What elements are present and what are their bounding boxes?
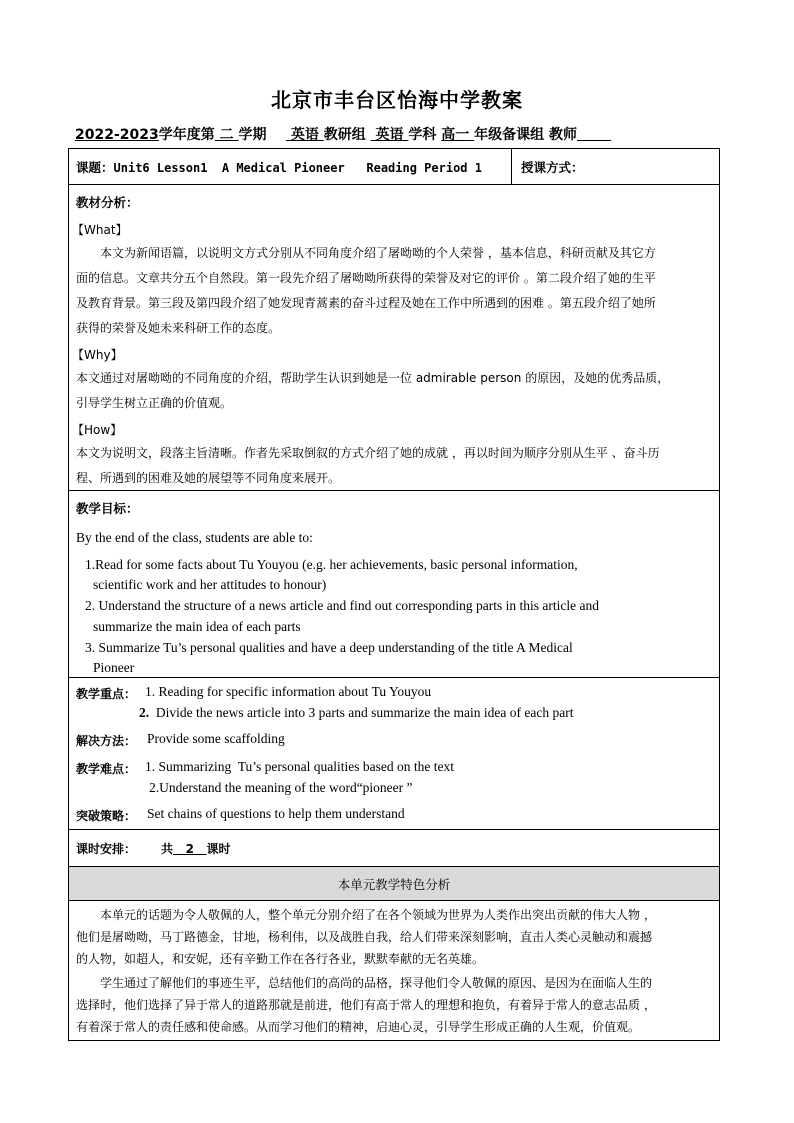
term-suffix: 学期	[238, 127, 267, 143]
what-label: 【What】	[72, 223, 128, 237]
how-paragraph	[76, 441, 716, 491]
keypoints-section	[68, 678, 720, 830]
group-suffix: 教研组	[323, 127, 366, 143]
schedule-unit: 课时	[206, 842, 231, 856]
objective-line: Pioneer	[93, 660, 135, 675]
schedule-label: 课时安排：	[76, 842, 137, 856]
objective-line: 3. Summarize Tu’s personal qualities and have a deep understanding of the title A Medical	[85, 640, 573, 655]
breakthrough-label: 突破策略：	[76, 809, 137, 823]
feature-heading: 本单元教学特色分析	[337, 877, 451, 892]
term-prefix: 学年度第	[158, 127, 215, 143]
feature-line: 学生通过了解他们的事迹生平，总结他们的高尚的品格，探寻他们令人敬佩的原因、是因为在面临人生的	[100, 976, 653, 990]
feature-paragraph-1	[76, 904, 716, 970]
objective-line: 1.Read for some facts about Tu Youyou (e.g. her achievements, basic personal information,	[85, 557, 578, 572]
focus-label: 教学重点：	[76, 687, 137, 701]
header-info-line	[75, 124, 611, 144]
objective-line: scientific work and her attitudes to honour)	[93, 577, 327, 592]
topic-label: 课题：	[76, 160, 114, 175]
solution-label: 解决方法：	[76, 734, 137, 748]
focus-item: 1. Reading for specific information about Tu Youyou	[145, 684, 432, 699]
focus-item-text: Divide the news article into 3 parts and summarize the main idea of each part	[155, 705, 574, 720]
feature-line: 本单元的话题为令人敬佩的人，整个单元分别介绍了在各个领域为世界为人类作出突出贡献的伟大人物 ，	[100, 908, 656, 922]
focus-item-number: 2.	[139, 705, 150, 720]
how-label: 【How】	[72, 423, 123, 437]
objectives-section	[68, 491, 720, 678]
grade-suffix: 年级备课组	[474, 127, 545, 143]
how-line: 程、所遇到的困难及她的展望等不同角度来展开。	[76, 471, 341, 485]
analysis-section	[68, 185, 720, 491]
breakthrough-text: Set chains of questions to help them understand	[147, 806, 405, 821]
document-title: 北京市丰台区怡海中学教案	[271, 88, 523, 112]
feature-content	[68, 901, 720, 1041]
objectives-intro: By the end of the class, students are able to:	[76, 530, 313, 545]
objective-line: 2. Understand the structure of a news article and find out corresponding parts in this article and	[85, 598, 599, 613]
teacher-label: 教师	[549, 127, 577, 143]
schedule-count: 2	[185, 842, 194, 856]
school-year: 2022-2023	[75, 127, 159, 143]
topic-divider	[511, 149, 512, 185]
topic-row	[68, 148, 720, 185]
solution-text: Provide some scaffolding	[147, 731, 285, 746]
schedule-row	[68, 830, 720, 867]
what-line: 本文为新闻语篇，以说明文方式分别从不同角度介绍了屠呦呦的个人荣誉 ，基本信息，科研贡献及其它方	[100, 246, 656, 260]
subject-value: 英语	[375, 127, 404, 143]
difficulty-item: 1. Summarizing Tu’s personal qualities based on the text	[145, 759, 454, 774]
difficulty-item: 2.Understand the meaning of the word“pioneer ”	[149, 780, 413, 795]
why-paragraph	[76, 366, 716, 416]
what-paragraph	[76, 241, 716, 341]
feature-heading-row	[68, 867, 720, 901]
objectives-heading: 教学目标：	[76, 501, 139, 516]
grade-value: 高一	[441, 127, 470, 143]
feature-line: 选择时，他们选择了异于常人的道路那就是前进，他们有高于常人的理想和抱负，有着异于常人的意志品质 ，	[76, 998, 656, 1012]
how-line: 本文为说明文，段落主旨清晰。作者先采取倒叙的方式介绍了她的成就 ，再以时间为顺序分别从生平 、奋斗历	[76, 446, 660, 460]
why-line: 本文通过对屠呦呦的不同角度的介绍，帮助学生认识到她是一位 admirable person 的原因，及她的优秀品质，	[76, 371, 670, 385]
what-line: 面的信息。文章共分五个自然段。第一段先介绍了屠呦呦所获得的荣誉及对它的评价 。第二段介绍了她的生平	[76, 271, 656, 285]
what-line: 及教育背景。第三段及第四段介绍了她发现青蒿素的奋斗过程及她在工作中所遇到的困难 。第五段介绍了她所	[76, 296, 656, 310]
why-label: 【Why】	[72, 348, 123, 362]
schedule-value	[161, 840, 230, 857]
topic-label-and-value	[76, 158, 482, 176]
group-value: 英语	[290, 127, 319, 143]
schedule-prefix: 共	[161, 842, 174, 856]
focus-item	[139, 705, 573, 721]
difficulty-label: 教学难点：	[76, 762, 137, 776]
teacher-blank	[577, 127, 611, 143]
analysis-heading: 教材分析：	[76, 195, 139, 210]
topic-value: Unit6 Lesson1 A Medical Pioneer Reading Period 1	[113, 161, 482, 175]
feature-paragraph-2	[76, 972, 716, 1038]
what-line: 获得的荣誉及她未来科研工作的态度。	[76, 321, 281, 335]
feature-line: 他们是屠呦呦，马丁路德金，甘地，杨利伟，以及战胜自我，给人们带来深刻影响，直击人类心灵触动和震撼	[76, 930, 653, 944]
why-line: 引导学生树立正确的价值观。	[76, 396, 233, 410]
term-value: 二	[219, 127, 234, 143]
feature-line: 有着深于常人的责任感和使命感。从而学习他们的精神，启迪心灵，引导学生形成正确的人生观，价值观。	[76, 1020, 641, 1034]
objective-line: summarize the main idea of each parts	[93, 619, 301, 634]
subject-suffix: 学科	[408, 127, 437, 143]
teaching-method-label: 授课方式：	[521, 160, 584, 175]
feature-line: 的人物，如超人，和安妮，还有辛勤工作在各行各业，默默奉献的无名英雄。	[76, 952, 485, 966]
